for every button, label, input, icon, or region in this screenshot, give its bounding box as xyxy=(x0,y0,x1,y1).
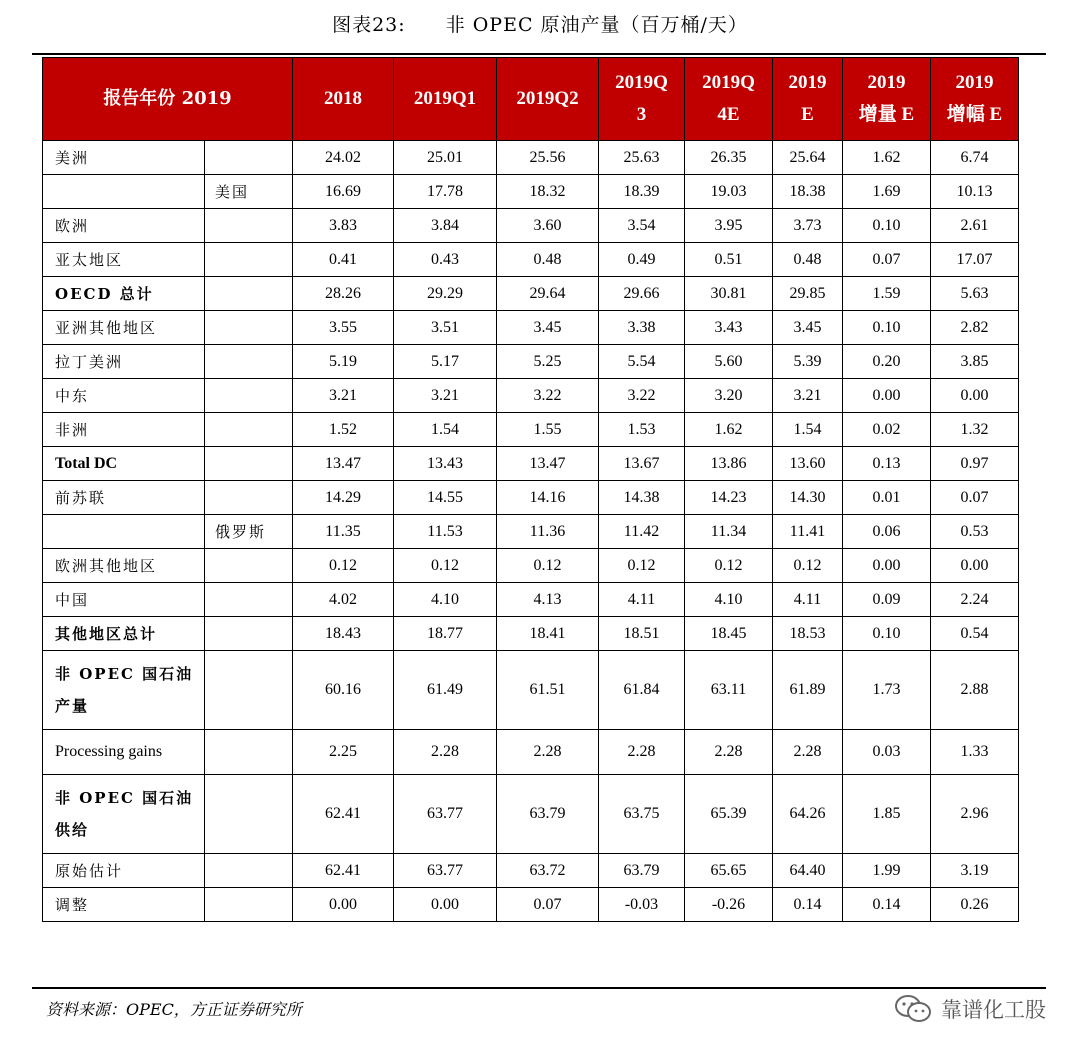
watermark xyxy=(893,994,1046,1024)
value-cell: 0.26 xyxy=(931,888,1019,922)
value-cell: 0.00 xyxy=(931,379,1019,413)
value-cell: 3.95 xyxy=(685,209,773,243)
value-cell: 3.55 xyxy=(293,311,394,345)
row-sublabel xyxy=(205,481,293,515)
value-cell: 11.53 xyxy=(394,515,497,549)
table-row xyxy=(43,481,1019,515)
row-label-line: 非 OPEC 国石油 xyxy=(55,665,194,683)
figure-label: 图表23: xyxy=(332,14,406,36)
row-sublabel xyxy=(205,277,293,311)
value-cell: 26.35 xyxy=(685,141,773,175)
row-sublabel xyxy=(205,775,293,854)
value-cell: 61.49 xyxy=(394,651,497,730)
value-cell: 24.02 xyxy=(293,141,394,175)
value-cell: 18.43 xyxy=(293,617,394,651)
value-cell: 3.21 xyxy=(293,379,394,413)
value-cell: 19.03 xyxy=(685,175,773,209)
row-label: 其他地区总计 xyxy=(43,617,205,651)
value-cell: 3.73 xyxy=(773,209,843,243)
value-cell: 0.07 xyxy=(843,243,931,277)
header-cell xyxy=(685,58,773,141)
value-cell: 1.54 xyxy=(773,413,843,447)
table-row xyxy=(43,583,1019,617)
value-cell: 63.77 xyxy=(394,775,497,854)
value-cell: 4.02 xyxy=(293,583,394,617)
value-cell: 30.81 xyxy=(685,277,773,311)
value-cell: 1.53 xyxy=(599,413,685,447)
value-cell: 5.54 xyxy=(599,345,685,379)
value-cell: 2.28 xyxy=(599,730,685,775)
value-cell: 0.00 xyxy=(394,888,497,922)
value-cell: 0.00 xyxy=(293,888,394,922)
value-cell: 2.28 xyxy=(685,730,773,775)
value-cell: 64.26 xyxy=(773,775,843,854)
row-sublabel xyxy=(205,209,293,243)
value-cell: 0.10 xyxy=(843,311,931,345)
value-cell: 0.43 xyxy=(394,243,497,277)
value-cell: 11.35 xyxy=(293,515,394,549)
row-sublabel xyxy=(205,854,293,888)
value-cell: 0.54 xyxy=(931,617,1019,651)
header-cell xyxy=(599,58,685,141)
row-label: OECD 总计 xyxy=(43,277,205,311)
value-cell: 63.79 xyxy=(497,775,599,854)
value-cell: 3.21 xyxy=(773,379,843,413)
value-cell: 3.22 xyxy=(599,379,685,413)
value-cell: 3.45 xyxy=(497,311,599,345)
value-cell: 3.45 xyxy=(773,311,843,345)
value-cell: 13.47 xyxy=(293,447,394,481)
value-cell: 62.41 xyxy=(293,854,394,888)
top-rule xyxy=(32,53,1046,55)
value-cell: 18.38 xyxy=(773,175,843,209)
value-cell: 4.10 xyxy=(685,583,773,617)
value-cell: 1.99 xyxy=(843,854,931,888)
header-text: 2019 xyxy=(955,72,994,93)
value-cell: 0.03 xyxy=(843,730,931,775)
bottom-rule xyxy=(32,987,1046,989)
value-cell: 0.09 xyxy=(843,583,931,617)
value-cell: 0.00 xyxy=(843,549,931,583)
table-row xyxy=(43,175,1019,209)
row-sublabel xyxy=(205,888,293,922)
header-text: 报告年份 2019 xyxy=(103,88,232,109)
value-cell: 6.74 xyxy=(931,141,1019,175)
row-label: 亚太地区 xyxy=(43,243,205,277)
header-cell xyxy=(293,58,394,141)
value-cell: 3.20 xyxy=(685,379,773,413)
value-cell: 3.85 xyxy=(931,345,1019,379)
row-label: Total DC xyxy=(43,447,205,481)
row-label xyxy=(43,651,205,730)
value-cell: 0.97 xyxy=(931,447,1019,481)
value-cell: 0.14 xyxy=(843,888,931,922)
row-sublabel xyxy=(205,379,293,413)
row-sublabel: 美国 xyxy=(205,175,293,209)
value-cell: 2.28 xyxy=(773,730,843,775)
value-cell: 1.54 xyxy=(394,413,497,447)
value-cell: 0.53 xyxy=(931,515,1019,549)
value-cell: 63.72 xyxy=(497,854,599,888)
value-cell: 65.39 xyxy=(685,775,773,854)
value-cell: 65.65 xyxy=(685,854,773,888)
row-label: 欧洲其他地区 xyxy=(43,549,205,583)
value-cell: 18.53 xyxy=(773,617,843,651)
row-label xyxy=(43,515,205,549)
header-cell xyxy=(773,58,843,141)
row-label xyxy=(43,175,205,209)
value-cell: 29.64 xyxy=(497,277,599,311)
header-text: 2019 xyxy=(788,72,827,93)
value-cell: 11.42 xyxy=(599,515,685,549)
value-cell: 4.10 xyxy=(394,583,497,617)
header-text: E xyxy=(801,104,814,125)
value-cell: 14.55 xyxy=(394,481,497,515)
value-cell: 0.13 xyxy=(843,447,931,481)
value-cell: 1.73 xyxy=(843,651,931,730)
value-cell: 5.39 xyxy=(773,345,843,379)
header-row xyxy=(43,58,1019,141)
value-cell: 5.19 xyxy=(293,345,394,379)
value-cell: 1.52 xyxy=(293,413,394,447)
value-cell: 1.85 xyxy=(843,775,931,854)
value-cell: 4.13 xyxy=(497,583,599,617)
row-label: 美洲 xyxy=(43,141,205,175)
value-cell: -0.03 xyxy=(599,888,685,922)
value-cell: 3.83 xyxy=(293,209,394,243)
value-cell: 18.45 xyxy=(685,617,773,651)
table-row xyxy=(43,730,1019,775)
row-label: 中东 xyxy=(43,379,205,413)
table-row xyxy=(43,651,1019,730)
row-label: 亚洲其他地区 xyxy=(43,311,205,345)
value-cell: 2.28 xyxy=(394,730,497,775)
value-cell: 14.38 xyxy=(599,481,685,515)
header-text: 2019Q xyxy=(702,72,755,93)
row-sublabel xyxy=(205,311,293,345)
row-sublabel xyxy=(205,447,293,481)
value-cell: 13.43 xyxy=(394,447,497,481)
figure-title: 非 OPEC 原油产量（百万桶/天） xyxy=(445,14,748,36)
value-cell: 63.11 xyxy=(685,651,773,730)
value-cell: 64.40 xyxy=(773,854,843,888)
row-label: 拉丁美洲 xyxy=(43,345,205,379)
header-text: 2019 xyxy=(867,72,906,93)
value-cell: 25.56 xyxy=(497,141,599,175)
value-cell: 18.41 xyxy=(497,617,599,651)
value-cell: 0.12 xyxy=(394,549,497,583)
value-cell: 3.22 xyxy=(497,379,599,413)
row-sublabel xyxy=(205,345,293,379)
row-sublabel xyxy=(205,549,293,583)
value-cell: 3.38 xyxy=(599,311,685,345)
value-cell: 10.13 xyxy=(931,175,1019,209)
value-cell: 13.67 xyxy=(599,447,685,481)
value-cell: 1.62 xyxy=(685,413,773,447)
value-cell: 3.21 xyxy=(394,379,497,413)
value-cell: 5.60 xyxy=(685,345,773,379)
value-cell: 1.32 xyxy=(931,413,1019,447)
row-label: 中国 xyxy=(43,583,205,617)
value-cell: 25.63 xyxy=(599,141,685,175)
row-label xyxy=(43,775,205,854)
value-cell: 0.14 xyxy=(773,888,843,922)
oil-production-table xyxy=(42,57,1019,922)
table-row xyxy=(43,311,1019,345)
value-cell: 16.69 xyxy=(293,175,394,209)
header-cell xyxy=(497,58,599,141)
value-cell: 0.12 xyxy=(773,549,843,583)
header-cell xyxy=(394,58,497,141)
value-cell: 0.49 xyxy=(599,243,685,277)
table-row xyxy=(43,277,1019,311)
value-cell: 1.55 xyxy=(497,413,599,447)
value-cell: 25.64 xyxy=(773,141,843,175)
value-cell: 0.12 xyxy=(599,549,685,583)
value-cell: 62.41 xyxy=(293,775,394,854)
row-label-line: 供给 xyxy=(55,821,90,839)
value-cell: 1.62 xyxy=(843,141,931,175)
table-row xyxy=(43,888,1019,922)
value-cell: 2.88 xyxy=(931,651,1019,730)
value-cell: 13.47 xyxy=(497,447,599,481)
value-cell: 11.34 xyxy=(685,515,773,549)
value-cell: 3.43 xyxy=(685,311,773,345)
value-cell: 63.79 xyxy=(599,854,685,888)
table-row xyxy=(43,617,1019,651)
value-cell: 4.11 xyxy=(599,583,685,617)
row-label-line: 非 OPEC 国石油 xyxy=(55,789,194,807)
value-cell: 18.32 xyxy=(497,175,599,209)
value-cell: 11.36 xyxy=(497,515,599,549)
table-row xyxy=(43,515,1019,549)
value-cell: 13.60 xyxy=(773,447,843,481)
table-row xyxy=(43,379,1019,413)
value-cell: 1.59 xyxy=(843,277,931,311)
value-cell: 0.00 xyxy=(843,379,931,413)
value-cell: 18.39 xyxy=(599,175,685,209)
value-cell: 0.12 xyxy=(685,549,773,583)
value-cell: 61.84 xyxy=(599,651,685,730)
value-cell: 0.51 xyxy=(685,243,773,277)
header-text: 2019Q2 xyxy=(516,88,579,109)
value-cell: 0.10 xyxy=(843,617,931,651)
row-sublabel xyxy=(205,413,293,447)
header-text: 2019Q xyxy=(615,72,668,93)
value-cell: 0.48 xyxy=(773,243,843,277)
value-cell: 61.51 xyxy=(497,651,599,730)
table-row xyxy=(43,854,1019,888)
value-cell: 14.23 xyxy=(685,481,773,515)
value-cell: 0.41 xyxy=(293,243,394,277)
value-cell: 3.19 xyxy=(931,854,1019,888)
table-row xyxy=(43,549,1019,583)
value-cell: 3.54 xyxy=(599,209,685,243)
value-cell: 61.89 xyxy=(773,651,843,730)
value-cell: 17.78 xyxy=(394,175,497,209)
header-cell xyxy=(931,58,1019,141)
row-label-line: 产量 xyxy=(55,697,90,715)
value-cell: 0.12 xyxy=(497,549,599,583)
row-label: 调整 xyxy=(43,888,205,922)
value-cell: 5.17 xyxy=(394,345,497,379)
value-cell: 60.16 xyxy=(293,651,394,730)
value-cell: 14.30 xyxy=(773,481,843,515)
row-sublabel xyxy=(205,243,293,277)
value-cell: 28.26 xyxy=(293,277,394,311)
table-row xyxy=(43,345,1019,379)
header-text: 4E xyxy=(717,104,740,125)
value-cell: 17.07 xyxy=(931,243,1019,277)
row-sublabel xyxy=(205,730,293,775)
value-cell: 2.24 xyxy=(931,583,1019,617)
figure-caption xyxy=(0,10,1080,37)
value-cell: 2.25 xyxy=(293,730,394,775)
header-text: 增幅 E xyxy=(946,104,1003,125)
row-label: 前苏联 xyxy=(43,481,205,515)
table-row xyxy=(43,243,1019,277)
value-cell: 0.10 xyxy=(843,209,931,243)
value-cell: 14.29 xyxy=(293,481,394,515)
table-row xyxy=(43,775,1019,854)
header-cell xyxy=(843,58,931,141)
value-cell: 18.51 xyxy=(599,617,685,651)
value-cell: 2.96 xyxy=(931,775,1019,854)
header-text: 增量 E xyxy=(858,104,915,125)
value-cell: 14.16 xyxy=(497,481,599,515)
row-sublabel xyxy=(205,141,293,175)
watermark-text: 靠谱化工股 xyxy=(941,998,1046,1022)
value-cell: -0.26 xyxy=(685,888,773,922)
value-cell: 29.85 xyxy=(773,277,843,311)
row-label: Processing gains xyxy=(43,730,205,775)
value-cell: 2.28 xyxy=(497,730,599,775)
value-cell: 18.77 xyxy=(394,617,497,651)
header-text: 2018 xyxy=(324,88,362,109)
row-sublabel: 俄罗斯 xyxy=(205,515,293,549)
row-sublabel xyxy=(205,617,293,651)
row-label: 原始估计 xyxy=(43,854,205,888)
value-cell: 29.66 xyxy=(599,277,685,311)
value-cell: 0.48 xyxy=(497,243,599,277)
row-label: 非洲 xyxy=(43,413,205,447)
source-note: 资料来源：OPEC，方正证券研究所 xyxy=(46,1000,302,1019)
table-row xyxy=(43,447,1019,481)
header-text: 2019Q1 xyxy=(413,88,477,109)
header-text: 3 xyxy=(636,104,647,125)
row-sublabel xyxy=(205,651,293,730)
value-cell: 0.20 xyxy=(843,345,931,379)
value-cell: 0.02 xyxy=(843,413,931,447)
value-cell: 11.41 xyxy=(773,515,843,549)
value-cell: 0.01 xyxy=(843,481,931,515)
row-label: 欧洲 xyxy=(43,209,205,243)
value-cell: 3.60 xyxy=(497,209,599,243)
table-row xyxy=(43,413,1019,447)
value-cell: 0.07 xyxy=(931,481,1019,515)
header-corner xyxy=(43,58,293,141)
value-cell: 2.82 xyxy=(931,311,1019,345)
value-cell: 13.86 xyxy=(685,447,773,481)
value-cell: 5.25 xyxy=(497,345,599,379)
value-cell: 1.69 xyxy=(843,175,931,209)
value-cell: 63.77 xyxy=(394,854,497,888)
value-cell: 29.29 xyxy=(394,277,497,311)
value-cell: 1.33 xyxy=(931,730,1019,775)
value-cell: 0.12 xyxy=(293,549,394,583)
value-cell: 0.06 xyxy=(843,515,931,549)
value-cell: 3.84 xyxy=(394,209,497,243)
table-row xyxy=(43,209,1019,243)
row-sublabel xyxy=(205,583,293,617)
wechat-icon xyxy=(893,994,933,1024)
value-cell: 63.75 xyxy=(599,775,685,854)
value-cell: 25.01 xyxy=(394,141,497,175)
value-cell: 2.61 xyxy=(931,209,1019,243)
table-row xyxy=(43,141,1019,175)
value-cell: 3.51 xyxy=(394,311,497,345)
value-cell: 0.07 xyxy=(497,888,599,922)
value-cell: 4.11 xyxy=(773,583,843,617)
value-cell: 5.63 xyxy=(931,277,1019,311)
value-cell: 0.00 xyxy=(931,549,1019,583)
